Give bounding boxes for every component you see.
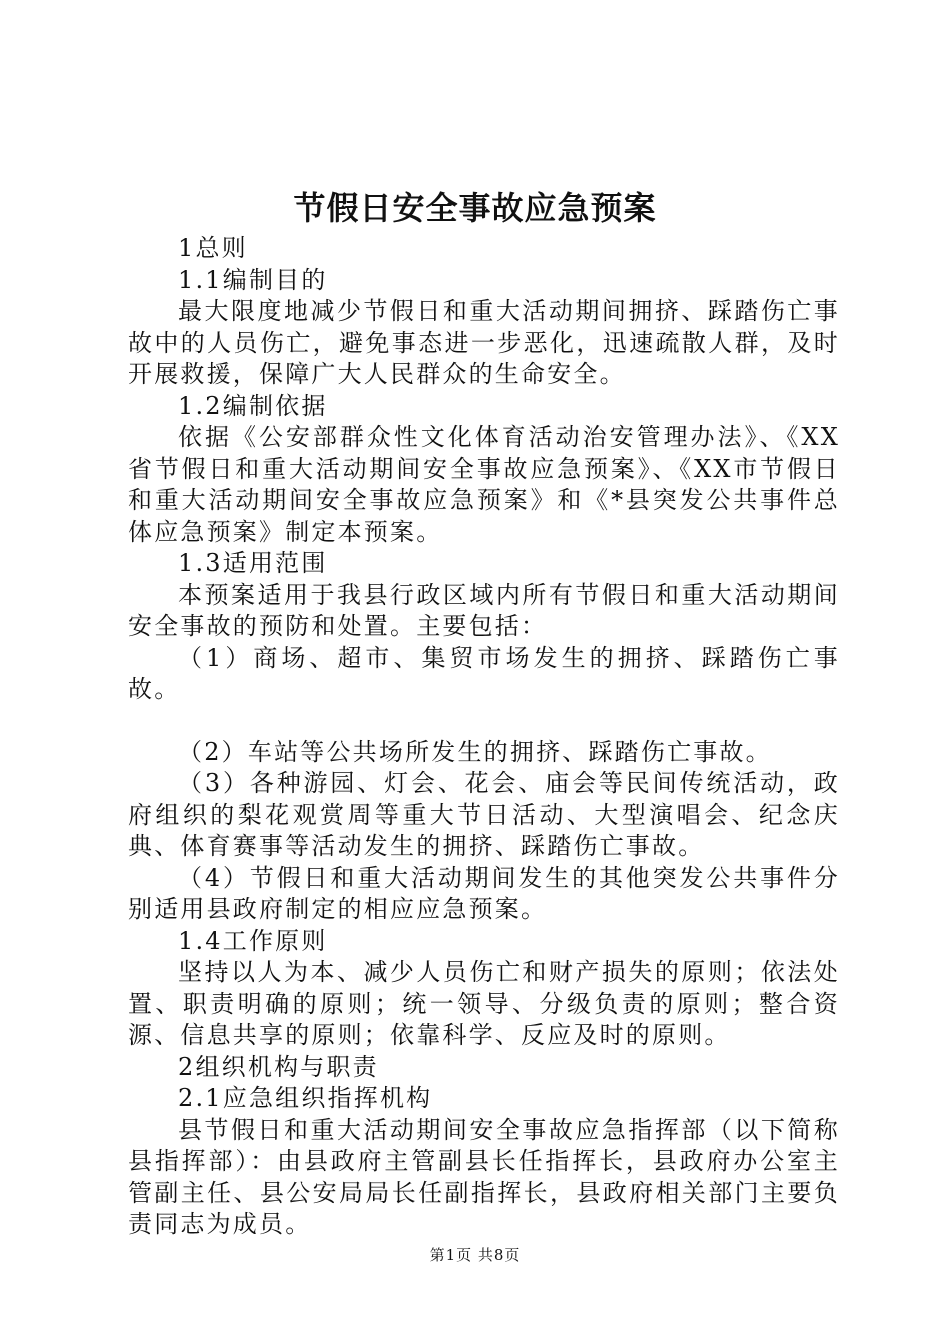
section-heading-1-4: 1.4工作原则: [178, 926, 328, 955]
list-item-3: （3）各种游园、灯会、花会、庙会等民间传统活动，政府组织的梨花观赏周等重大节日活动、大型演唱会、纪念庆典、体育赛事等活动发生的拥挤、踩踏伤亡事故。: [128, 769, 840, 860]
paragraph-basis: 依据《公安部群众性文化体育活动治安管理办法》、《XX省节假日和重大活动期间安全事故应急预案》、《XX市节假日和重大活动期间安全事故应急预案》和《*县突发公共事件总体应急预案》制定本预案。: [128, 423, 840, 546]
paragraph-command: 县节假日和重大活动期间安全事故应急指挥部（以下简称县指挥部）：由县政府主管副县长任指挥长，县政府办公室主管副主任、县公安局局长任副指挥长，县政府相关部门主要负责同志为成员。: [128, 1115, 840, 1238]
section-heading-2-1: 2.1应急组织指挥机构: [178, 1084, 433, 1112]
document-body: [128, 233, 840, 1241]
section-heading-1-2: 1.2编制依据: [178, 391, 328, 420]
paragraph-purpose: 最大限度地减少节假日和重大活动期间拥挤、踩踏伤亡事故中的人员伤亡，避免事态进一步恶化，迅速疏散人群，及时开展救援，保障广大人民群众的生命安全。: [128, 297, 840, 388]
document-title: 节假日安全事故应急预案: [293, 189, 657, 227]
paragraph-scope: 本预案适用于我县行政区域内所有节假日和重大活动期间安全事故的预防和处置。主要包括：: [128, 580, 840, 640]
section-heading-1-3: 1.3适用范围: [178, 549, 328, 577]
paragraph-principles: 坚持以人为本、减少人员伤亡和财产损失的原则；依法处置、职责明确的原则；统一领导、分级负责的原则；整合资源、信息共享的原则；依靠科学、反应及时的原则。: [128, 958, 840, 1049]
list-item-4: （4）节假日和重大活动期间发生的其他突发公共事件分别适用县政府制定的相应应急预案。: [128, 863, 840, 923]
blank-line: [128, 706, 840, 737]
list-item-1: （1）商场、超市、集贸市场发生的拥挤、踩踏伤亡事故。: [128, 643, 840, 703]
section-heading-1: 1总则: [178, 234, 248, 262]
list-item-2: （2）车站等公共场所发生的拥挤、踩踏伤亡事故。: [178, 737, 772, 766]
section-heading-2: 2组织机构与职责: [178, 1052, 379, 1081]
section-heading-1-1: 1.1编制目的: [178, 265, 328, 294]
page-footer: 第1页 共8页: [429, 1246, 521, 1264]
